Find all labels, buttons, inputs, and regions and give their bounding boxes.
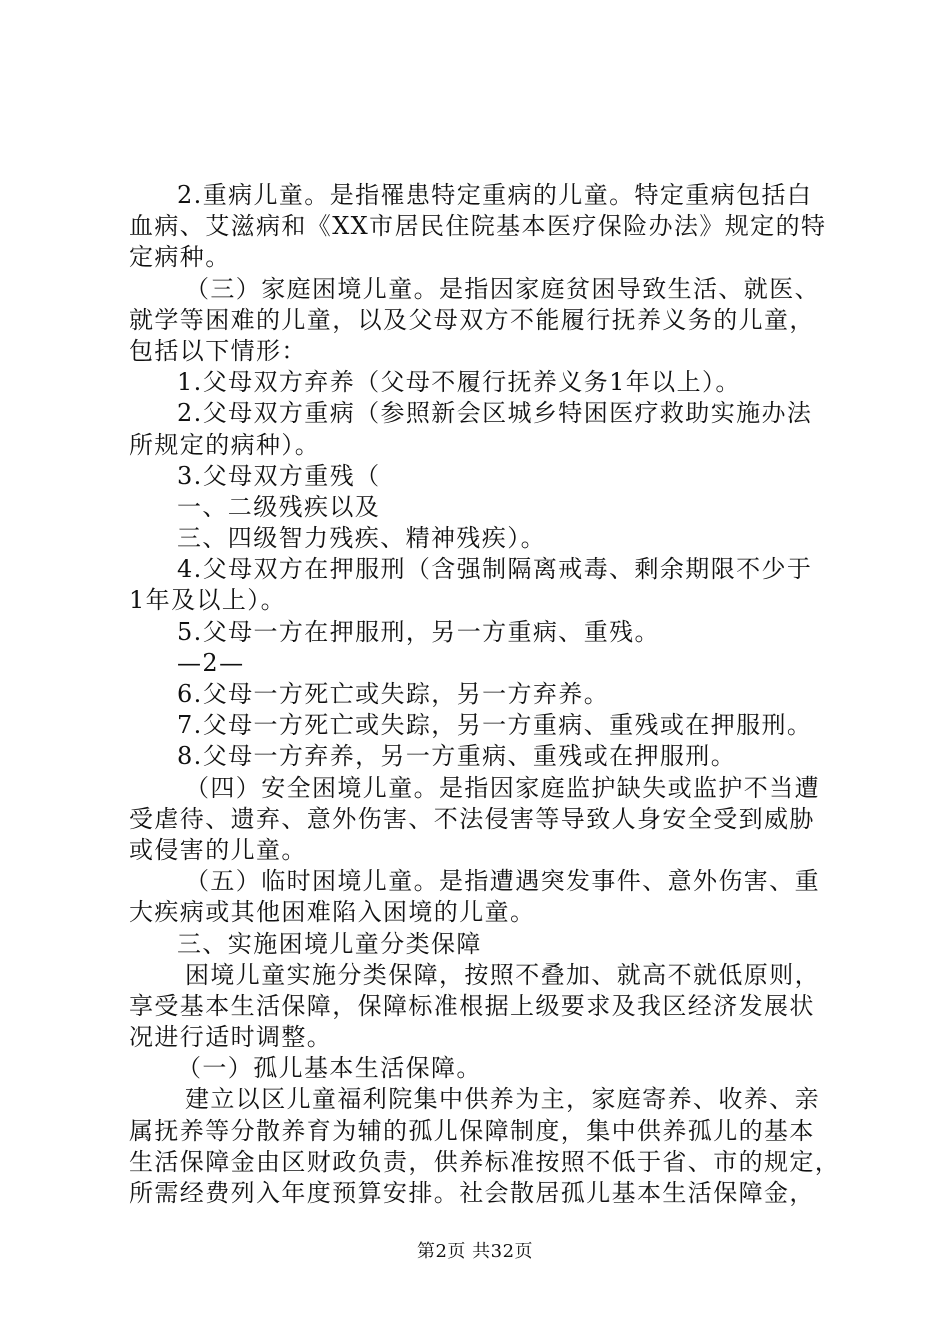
text-line: 6.父母一方死亡或失踪，另一方弃养。: [177, 680, 610, 708]
section-heading: 三、实施困境儿童分类保障: [177, 929, 482, 958]
text-line: 受虐待、遗弃、意外伤害、不法侵害等导致人身安全受到威胁: [129, 804, 815, 833]
text-line: （五）临时困境儿童。是指遭遇突发事件、意外伤害、重: [185, 867, 820, 896]
subsection-heading: （一）孤儿基本生活保障。: [177, 1054, 482, 1083]
text-line: —2—: [177, 648, 245, 677]
text-line: 7.父母一方死亡或失踪，另一方重病、重残或在押服刑。: [177, 711, 813, 740]
page-footer: [0, 1240, 950, 1264]
page-number-label: 第2页 共32页: [416, 1241, 534, 1262]
text-line: 所需经费列入年度预算安排。社会散居孤儿基本生活保障金，: [129, 1179, 815, 1207]
text-line: 2.重病儿童。是指罹患特定重病的儿童。特定重病包括白: [177, 181, 813, 209]
document-body: [129, 180, 841, 1209]
text-line: 5.父母一方在押服刑，另一方重病、重残。: [177, 617, 660, 646]
text-line: 一、二级残疾以及: [177, 492, 381, 521]
text-line: 包括以下情形：: [129, 336, 307, 365]
text-line: （四）安全困境儿童。是指因家庭监护缺失或监护不当遭: [185, 773, 820, 802]
text-line: （三）家庭困境儿童。是指因家庭贫困导致生活、就医、: [185, 274, 820, 303]
text-line: 2.父母双方重病（参照新会区城乡特困医疗救助实施办法: [177, 399, 813, 428]
text-line: 享受基本生活保障，保障标准根据上级要求及我区经济发展状: [129, 991, 815, 1020]
text-line: 血病、艾滋病和《XX市居民住院基本医疗保险办法》规定的特: [129, 212, 827, 241]
text-line: 定病种。: [129, 243, 231, 272]
text-line: 三、四级智力残疾、精神残疾）。: [177, 524, 546, 553]
text-line: 生活保障金由区财政负责，供养标准按照不低于省、市的规定，: [129, 1147, 841, 1176]
text-line: 困境儿童实施分类保障，按照不叠加、就高不就低原则，: [185, 960, 820, 989]
text-line: 况进行适时调整。: [129, 1023, 333, 1052]
text-line: 8.父母一方弃养，另一方重病、重残或在押服刑。: [177, 742, 737, 771]
text-line: 3.父母双方重残（: [177, 461, 381, 490]
text-line: 大疾病或其他困难陷入困境的儿童。: [129, 898, 536, 927]
text-line: 建立以区儿童福利院集中供养为主，家庭寄养、收养、亲: [185, 1085, 820, 1114]
text-line: 1年及以上）。: [129, 586, 287, 615]
text-line: 所规定的病种）。: [129, 430, 321, 459]
text-line: 1.父母双方弃养（父母不履行抚养义务1年以上）。: [177, 368, 741, 397]
text-line: 就学等困难的儿童，以及父母双方不能履行抚养义务的儿童，: [129, 305, 815, 334]
text-line: 或侵害的儿童。: [129, 835, 307, 864]
text-line: 4.父母双方在押服刑（含强制隔离戒毒、剩余期限不少于: [177, 555, 813, 584]
text-line: 属抚养等分散养育为辅的孤儿保障制度，集中供养孤儿的基本: [129, 1116, 815, 1145]
